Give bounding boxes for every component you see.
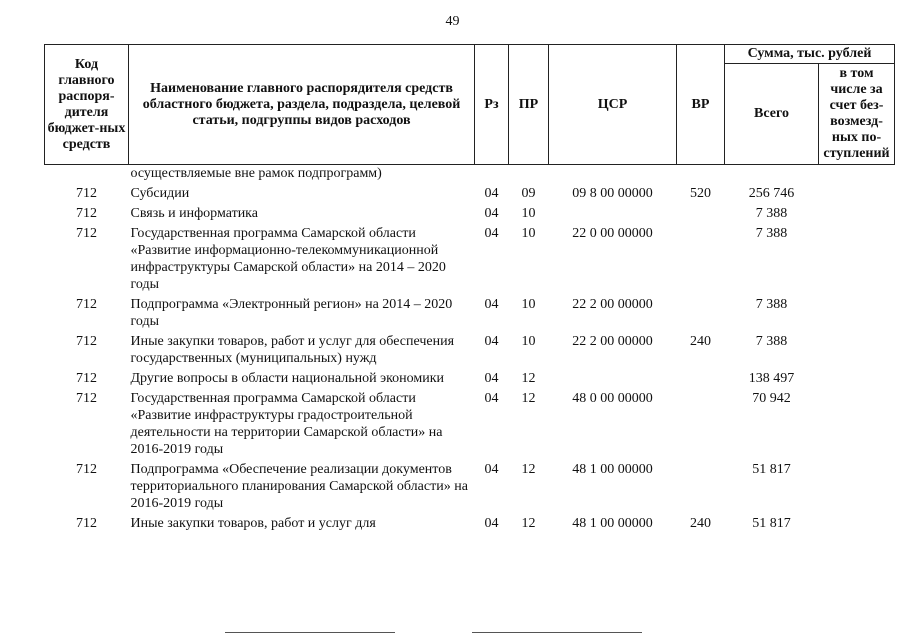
cell-free: [819, 388, 895, 459]
cell-free: [819, 165, 895, 184]
table-row: [45, 368, 895, 388]
cell-pr: 12: [521, 516, 536, 531]
cell-free: [819, 183, 895, 203]
page-number: 49: [445, 14, 460, 29]
cell-total: 51 817: [752, 462, 791, 477]
cell-pr: [509, 165, 549, 184]
table-body: [45, 165, 895, 534]
cell-rz: 04: [484, 206, 499, 221]
cell-csr: 09 8 00 00000: [572, 186, 653, 201]
cell-free: [819, 331, 895, 368]
cell-name: Иные закупки товаров, работ и услуг для: [130, 516, 376, 531]
cell-vr: [677, 388, 725, 459]
cell-total: 51 817: [752, 516, 791, 531]
cell-free: [819, 223, 895, 294]
cell-total: 7 388: [755, 297, 788, 312]
cell-rz: 04: [484, 516, 499, 531]
cell-vr: [677, 165, 725, 184]
cell-rz: 04: [484, 186, 499, 201]
cell-name: Субсидии: [130, 186, 190, 201]
cell-pr: 09: [521, 186, 536, 201]
cell-vr: [677, 203, 725, 223]
table-row: [45, 388, 895, 459]
header-name: Наименование главного распорядителя средств областного бюджета, раздела, подраздела, целевой статьи, подгруппы видов расходов: [129, 45, 475, 165]
cell-free: [819, 368, 895, 388]
bottom-rule-right: [472, 632, 642, 633]
cell-csr: [549, 368, 677, 388]
table-row: [45, 459, 895, 513]
cell-csr: 48 0 00 00000: [572, 391, 653, 406]
cell-name: Другие вопросы в области национальной экономики: [130, 371, 445, 386]
cell-total: 138 497: [748, 371, 795, 386]
header-rz: Рз: [475, 45, 509, 165]
cell-code: 712: [76, 391, 97, 406]
cell-name: Подпрограмма «Обеспечение реализации документов территориального планирования Самарской области» на 2016-2019 годы: [130, 462, 468, 511]
cell-rz: 04: [484, 371, 499, 386]
table-row: [45, 513, 895, 533]
cell-csr: 22 2 00 00000: [572, 334, 653, 349]
cell-rz: 04: [484, 334, 499, 349]
cell-csr: 48 1 00 00000: [572, 462, 653, 477]
cell-rz: 04: [484, 226, 499, 241]
cell-vr: [677, 459, 725, 513]
cell-total: 7 388: [755, 206, 788, 221]
cell-vr: [677, 294, 725, 331]
cell-total: 70 942: [752, 391, 791, 406]
cell-rz: 04: [484, 462, 499, 477]
cell-code: 712: [76, 516, 97, 531]
cell-code: [45, 165, 129, 184]
cell-pr: 12: [521, 462, 536, 477]
cell-name: Государственная программа Самарской области «Развитие инфраструктуры градостроительной деятельности на территории Самарской области» на 2016-2019 годы: [130, 391, 443, 457]
cell-pr: 10: [521, 206, 536, 221]
cell-name: Связь и информатика: [130, 206, 258, 221]
cell-csr: 48 1 00 00000: [572, 516, 653, 531]
cell-vr: 240: [690, 334, 711, 349]
cell-code: 712: [76, 297, 97, 312]
header-pr: ПР: [509, 45, 549, 165]
cell-name: Иные закупки товаров, работ и услуг для обеспечения государственных (муниципальных) нужд: [130, 334, 455, 366]
table-row: [45, 203, 895, 223]
bottom-rule-left: [225, 632, 395, 633]
cell-vr: 520: [690, 186, 711, 201]
cell-total: 7 388: [755, 334, 788, 349]
cell-code: 712: [76, 186, 97, 201]
cell-name: осуществляемые вне рамок подпрограмм): [130, 166, 382, 181]
budget-table: [44, 44, 895, 533]
cell-pr: 12: [521, 391, 536, 406]
cell-vr: [677, 223, 725, 294]
cell-rz: [475, 165, 509, 184]
table-row: [45, 165, 895, 184]
cell-csr: 22 2 00 00000: [572, 297, 653, 312]
header-csr: ЦСР: [549, 45, 677, 165]
header-code: Код главного распоря-дителя бюджет-ных средств: [45, 45, 129, 165]
cell-csr: [549, 165, 677, 184]
cell-free: [819, 459, 895, 513]
header-sum: Сумма, тыс. рублей: [725, 45, 895, 64]
cell-pr: 10: [521, 334, 536, 349]
cell-free: [819, 294, 895, 331]
header-free: в том числе за счет без-возмезд-ных по-ступлений: [819, 64, 895, 165]
cell-code: 712: [76, 462, 97, 477]
cell-csr: 22 0 00 00000: [572, 226, 653, 241]
cell-code: 712: [76, 371, 97, 386]
header-vr: ВР: [677, 45, 725, 165]
cell-total: 7 388: [755, 226, 788, 241]
table-row: [45, 223, 895, 294]
cell-vr: [677, 368, 725, 388]
cell-vr: 240: [690, 516, 711, 531]
cell-free: [819, 513, 895, 533]
cell-total: [725, 165, 819, 184]
cell-pr: 12: [521, 371, 536, 386]
cell-csr: [549, 203, 677, 223]
table-row: [45, 331, 895, 368]
cell-name: Государственная программа Самарской области «Развитие информационно-телекоммуникационной инфраструктуры Самарской области» на 2014 – 2020 годы: [130, 226, 446, 292]
cell-rz: 04: [484, 297, 499, 312]
cell-code: 712: [76, 206, 97, 221]
table-row: [45, 183, 895, 203]
header-total: Всего: [725, 64, 819, 165]
cell-code: 712: [76, 226, 97, 241]
table-row: [45, 294, 895, 331]
cell-pr: 10: [521, 226, 536, 241]
cell-rz: 04: [484, 391, 499, 406]
table-header: [45, 45, 895, 165]
cell-pr: 10: [521, 297, 536, 312]
cell-total: 256 746: [748, 186, 795, 201]
cell-name: Подпрограмма «Электронный регион» на 2014 – 2020 годы: [130, 297, 453, 329]
cell-code: 712: [76, 334, 97, 349]
cell-free: [819, 203, 895, 223]
